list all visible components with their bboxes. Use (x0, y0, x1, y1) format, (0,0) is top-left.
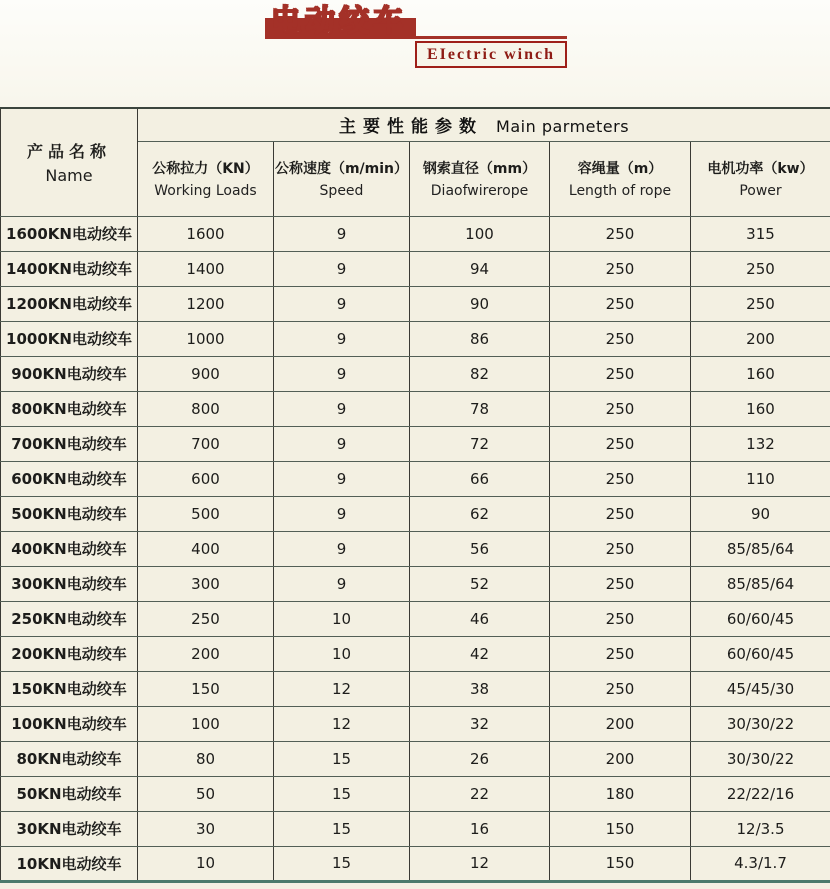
product-name-cell: 250KN电动绞车 (1, 601, 138, 636)
working-load-cell: 600 (138, 461, 274, 496)
speed-cell: 9 (274, 216, 410, 251)
power-cell: 250 (691, 251, 830, 286)
column-header-rope-length (550, 141, 691, 216)
power-cell: 30/30/22 (691, 741, 830, 776)
wire-rope-diameter-header-cn: 钢索直径（mm） (422, 161, 537, 177)
product-name-cell: 700KN电动绞车 (1, 426, 138, 461)
working-loads-header-cn: 公称拉力（KN） (152, 161, 259, 177)
wire-rope-diameter-cell: 32 (410, 706, 550, 741)
wire-rope-diameter-cell: 38 (410, 671, 550, 706)
wire-rope-diameter-cell: 72 (410, 426, 550, 461)
working-load-cell: 10 (138, 846, 274, 881)
column-header-product-name (1, 108, 138, 216)
speed-cell: 10 (274, 601, 410, 636)
rope-length-cell: 250 (550, 496, 691, 531)
product-name-cell: 600KN电动绞车 (1, 461, 138, 496)
rope-length-cell: 250 (550, 356, 691, 391)
power-header-en: Power (739, 183, 782, 199)
speed-cell: 9 (274, 286, 410, 321)
group-header-en: Main parmeters (496, 117, 630, 137)
table-row (1, 846, 830, 881)
product-name-cell: 900KN电动绞车 (1, 356, 138, 391)
product-name-cell: 400KN电动绞车 (1, 531, 138, 566)
rope-length-cell: 150 (550, 846, 691, 881)
wire-rope-diameter-cell: 42 (410, 636, 550, 671)
power-cell: 60/60/45 (691, 636, 830, 671)
speed-cell: 9 (274, 531, 410, 566)
table-row (1, 776, 830, 811)
table-row (1, 811, 830, 846)
power-cell: 315 (691, 216, 830, 251)
table-row (1, 216, 830, 251)
working-load-cell: 200 (138, 636, 274, 671)
speed-cell: 9 (274, 566, 410, 601)
speed-cell: 9 (274, 426, 410, 461)
working-load-cell: 1600 (138, 216, 274, 251)
working-load-cell: 900 (138, 356, 274, 391)
column-header-power (691, 141, 830, 216)
rope-length-cell: 250 (550, 461, 691, 496)
speed-cell: 12 (274, 671, 410, 706)
working-load-cell: 50 (138, 776, 274, 811)
working-load-cell: 1000 (138, 321, 274, 356)
working-load-cell: 400 (138, 531, 274, 566)
product-name-cell: 50KN电动绞车 (1, 776, 138, 811)
wire-rope-diameter-cell: 90 (410, 286, 550, 321)
table-row (1, 741, 830, 776)
speed-cell: 15 (274, 811, 410, 846)
wire-rope-diameter-cell: 52 (410, 566, 550, 601)
power-cell: 4.3/1.7 (691, 846, 830, 881)
product-name-cell: 800KN电动绞车 (1, 391, 138, 426)
rope-length-cell: 250 (550, 601, 691, 636)
page-subtitle-box (415, 41, 567, 68)
power-cell: 160 (691, 356, 830, 391)
table-row (1, 356, 830, 391)
rope-length-cell: 200 (550, 741, 691, 776)
product-name-cell: 500KN电动绞车 (1, 496, 138, 531)
speed-cell: 15 (274, 741, 410, 776)
speed-cell: 9 (274, 496, 410, 531)
working-load-cell: 250 (138, 601, 274, 636)
rope-length-cell: 250 (550, 636, 691, 671)
speed-cell: 9 (274, 391, 410, 426)
winch-spec-table (0, 107, 830, 883)
working-loads-header-en: Working Loads (154, 183, 257, 199)
wire-rope-diameter-cell: 78 (410, 391, 550, 426)
table-row (1, 531, 830, 566)
table-row (1, 251, 830, 286)
speed-cell: 9 (274, 251, 410, 286)
speed-cell: 9 (274, 356, 410, 391)
power-cell: 30/30/22 (691, 706, 830, 741)
wire-rope-diameter-cell: 16 (410, 811, 550, 846)
power-cell: 110 (691, 461, 830, 496)
rope-length-cell: 250 (550, 251, 691, 286)
table-row (1, 566, 830, 601)
product-name-cell: 80KN电动绞车 (1, 741, 138, 776)
wire-rope-diameter-cell: 82 (410, 356, 550, 391)
column-header-working-loads (138, 141, 274, 216)
rope-length-cell: 180 (550, 776, 691, 811)
wire-rope-diameter-cell: 12 (410, 846, 550, 881)
rope-length-cell: 250 (550, 566, 691, 601)
speed-cell: 12 (274, 706, 410, 741)
working-load-cell: 150 (138, 671, 274, 706)
wire-rope-diameter-cell: 46 (410, 601, 550, 636)
wire-rope-diameter-cell: 62 (410, 496, 550, 531)
wire-rope-diameter-cell: 86 (410, 321, 550, 356)
power-cell: 160 (691, 391, 830, 426)
working-load-cell: 500 (138, 496, 274, 531)
table-row (1, 671, 830, 706)
group-header-cn: 主要性能参数 (338, 117, 483, 138)
power-cell: 250 (691, 286, 830, 321)
table-body (1, 216, 830, 881)
product-name-header-en: Name (45, 166, 93, 186)
product-name-cell: 150KN电动绞车 (1, 671, 138, 706)
product-name-cell: 100KN电动绞车 (1, 706, 138, 741)
product-name-cell: 1400KN电动绞车 (1, 251, 138, 286)
table-row (1, 636, 830, 671)
wire-rope-diameter-cell: 26 (410, 741, 550, 776)
working-load-cell: 800 (138, 391, 274, 426)
wire-rope-diameter-cell: 22 (410, 776, 550, 811)
rope-length-cell: 250 (550, 531, 691, 566)
rope-length-cell: 200 (550, 706, 691, 741)
power-header-cn: 电机功率（kw） (707, 161, 814, 177)
working-load-cell: 30 (138, 811, 274, 846)
power-cell: 12/3.5 (691, 811, 830, 846)
rope-length-cell: 250 (550, 391, 691, 426)
product-name-cell: 30KN电动绞车 (1, 811, 138, 846)
product-name-cell: 10KN电动绞车 (1, 846, 138, 881)
power-cell: 85/85/64 (691, 531, 830, 566)
table-row (1, 391, 830, 426)
speed-header-cn: 公称速度（m/min） (274, 161, 409, 177)
table-row (1, 321, 830, 356)
speed-cell: 15 (274, 776, 410, 811)
working-load-cell: 1400 (138, 251, 274, 286)
rope-length-cell: 250 (550, 321, 691, 356)
table-row (1, 496, 830, 531)
group-header-main-parameters (138, 108, 830, 141)
speed-cell: 10 (274, 636, 410, 671)
table-row (1, 601, 830, 636)
rope-length-cell: 250 (550, 286, 691, 321)
rope-length-header-en: Length of rope (568, 183, 672, 199)
speed-header-en: Speed (319, 183, 364, 199)
column-header-wire-rope-diameter (410, 141, 550, 216)
working-load-cell: 1200 (138, 286, 274, 321)
working-load-cell: 80 (138, 741, 274, 776)
power-cell: 60/60/45 (691, 601, 830, 636)
wire-rope-diameter-cell: 66 (410, 461, 550, 496)
working-load-cell: 300 (138, 566, 274, 601)
rope-length-cell: 250 (550, 671, 691, 706)
power-cell: 85/85/64 (691, 566, 830, 601)
working-load-cell: 700 (138, 426, 274, 461)
product-name-cell: 1600KN电动绞车 (1, 216, 138, 251)
power-cell: 90 (691, 496, 830, 531)
speed-cell: 15 (274, 846, 410, 881)
product-name-cell: 300KN电动绞车 (1, 566, 138, 601)
rope-length-cell: 150 (550, 811, 691, 846)
table-row (1, 706, 830, 741)
working-load-cell: 100 (138, 706, 274, 741)
wire-rope-diameter-cell: 100 (410, 216, 550, 251)
table-row (1, 461, 830, 496)
product-name-cell: 1200KN电动绞车 (1, 286, 138, 321)
page-title-chinese: 电动绞车 (271, 4, 407, 39)
wire-rope-diameter-cell: 56 (410, 531, 550, 566)
table-header (1, 108, 830, 216)
product-name-cell: 200KN电动绞车 (1, 636, 138, 671)
speed-cell: 9 (274, 321, 410, 356)
speed-cell: 9 (274, 461, 410, 496)
product-name-cell: 1000KN电动绞车 (1, 321, 138, 356)
column-header-speed (274, 141, 410, 216)
power-cell: 132 (691, 426, 830, 461)
wire-rope-diameter-header-en: Diaofwirerope (430, 183, 529, 199)
product-name-header-cn: 产品名称 (26, 142, 111, 162)
rope-length-cell: 250 (550, 426, 691, 461)
wire-rope-diameter-cell: 94 (410, 251, 550, 286)
rope-length-cell: 250 (550, 216, 691, 251)
power-cell: 45/45/30 (691, 671, 830, 706)
page-title-english: EIectric winch (427, 45, 555, 63)
power-cell: 22/22/16 (691, 776, 830, 811)
table-row (1, 426, 830, 461)
table-row (1, 286, 830, 321)
rope-length-header-cn: 容绳量（m） (577, 161, 663, 177)
power-cell: 200 (691, 321, 830, 356)
